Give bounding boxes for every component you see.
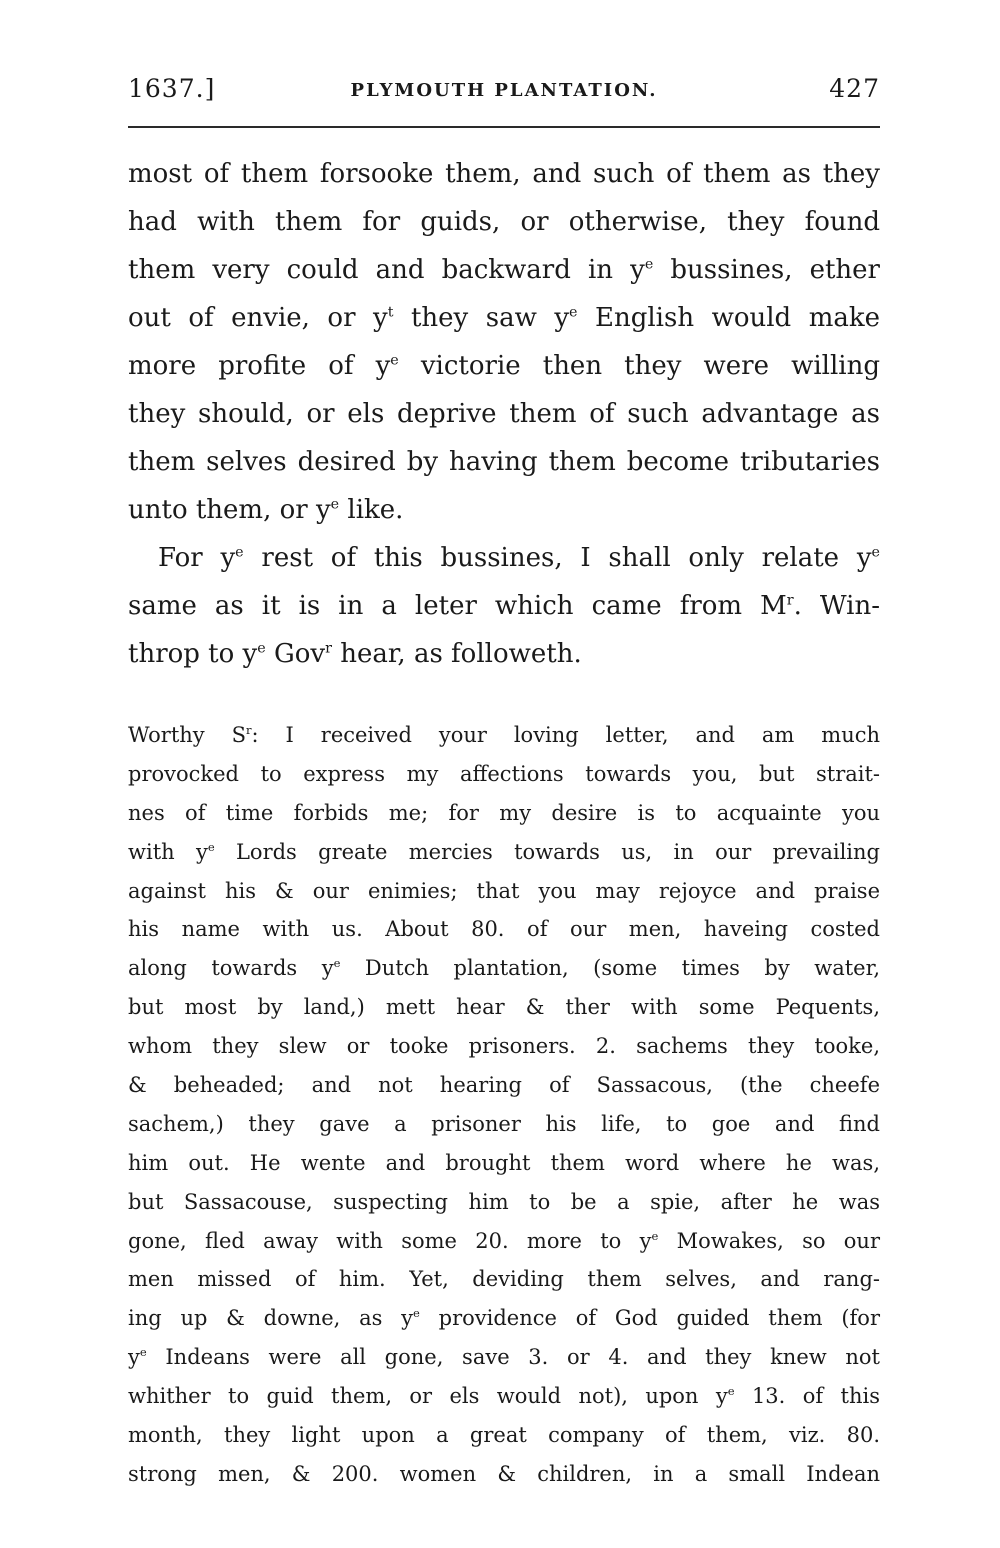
header-title: PLYMOUTH PLANTATION.	[350, 80, 658, 101]
text-line: provocked to express my affections towards you, but strait-	[128, 761, 880, 786]
text-line: against his & our enimies; that you may rejoyce and praise	[128, 878, 880, 903]
text-line: $y^e$ Indeans were all gone, save 3. or 4. and they knew not	[128, 1345, 880, 1370]
text-line: & beheaded; and not hearing of Sassacous, (the cheefe	[128, 1073, 880, 1098]
text-line: his name with us. About 80. of our men, haveing costed	[128, 917, 880, 942]
text-line: whither to guid them, or els would not), upon $y^e$ 13. of this	[128, 1384, 880, 1409]
text-line: same as it is in a leter which came from $M^r$. Win-	[128, 591, 880, 621]
text-line: along towards $y^e$ Dutch plantation, (some times by water,	[128, 956, 880, 981]
text-line: ing up & downe, as $y^e$ providence of God guided them (for	[128, 1306, 880, 1331]
text-line: Worthy $S^r$: I received your loving letter, and am much	[128, 723, 881, 747]
text-line: but Sassacouse, suspecting him to be a spie, after he was	[128, 1189, 880, 1214]
running-header	[128, 74, 880, 114]
paragraph-1	[128, 150, 880, 534]
text-line: out of envie, or $y^t$ they saw $y^e$ English would make	[128, 303, 880, 333]
text-line: more profite of $y^e$ victorie then they were willing	[128, 351, 880, 381]
header-rule	[128, 126, 880, 128]
text-line: For $y^e$ rest of this bussines, I shall only relate $y^e$	[158, 543, 881, 573]
page-number: 427	[829, 74, 880, 103]
main-text	[128, 150, 880, 678]
text-line: him out. He wente and brought them word where he was,	[128, 1150, 880, 1175]
text-line: gone, fled away with some 20. more to $y^e$ Mowakes, so our	[128, 1228, 880, 1253]
text-line: whom they slew or tooke prisoners. 2. sachems they tooke,	[128, 1034, 880, 1059]
text-line: sachem,) they gave a prisoner his life, to goe and find	[128, 1111, 880, 1136]
text-line: month, they light upon a great company of them, viz. 80.	[128, 1423, 880, 1448]
text-line: most of them forsooke them, and such of them as they	[128, 159, 880, 189]
text-line: unto them, or $y^e$ like.	[128, 495, 404, 525]
header-year: 1637.]	[128, 74, 216, 103]
quoted-letter	[128, 716, 880, 1494]
text-line: men missed of him. Yet, deviding them selves, and rang-	[128, 1267, 880, 1292]
text-line: throp to $y^e$ Gov$^r$ hear, as followeth.	[128, 639, 582, 669]
text-line: them very could and backward in $y^e$ bussines, ether	[128, 255, 880, 285]
text-line: they should, or els deprive them of such advantage as	[128, 399, 880, 429]
text-line: but most by land,) mett hear & ther with some Pequents,	[128, 995, 880, 1020]
text-line: nes of time forbids me; for my desire is to acquainte you	[128, 800, 880, 825]
text-line: with $y^e$ Lords greate mercies towards us, in our prevailing	[128, 839, 880, 864]
paragraph-2	[128, 534, 880, 678]
text-line: them selves desired by having them become tributaries	[128, 447, 880, 477]
text-line: had with them for guids, or otherwise, they found	[128, 207, 880, 237]
text-line: strong men, & 200. women & children, in a small Indean	[128, 1461, 880, 1486]
